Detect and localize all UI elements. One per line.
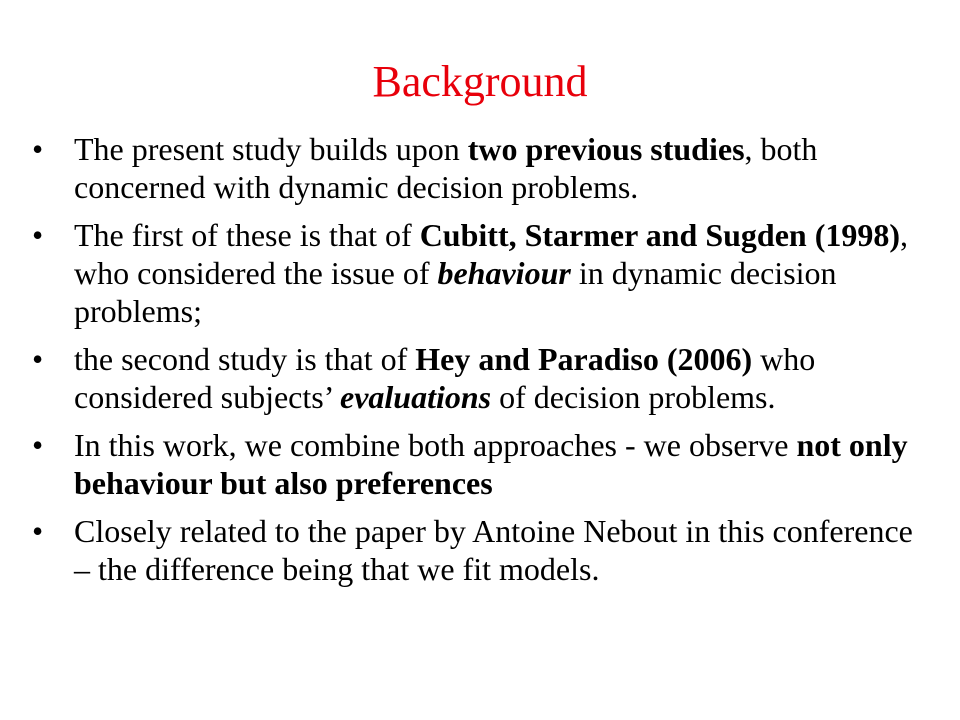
bullet-text-segment: in dynamic decision problems; <box>74 255 837 329</box>
bullet-item <box>30 426 920 502</box>
bullet-item <box>30 340 920 416</box>
bullet-dot: • <box>32 341 44 377</box>
bullet-dot: • <box>32 513 44 549</box>
bullet-text-bold: two previous studies <box>467 131 745 167</box>
bullet-text-segment: In this work, we combine both approaches - we observe <box>74 427 797 463</box>
bullet-dot: • <box>32 217 44 253</box>
bullet-item <box>30 216 920 330</box>
bullet-text-bold-italic: behaviour <box>437 255 571 291</box>
bullet-text-bold-italic: evaluations <box>339 379 492 415</box>
bullet-text-segment: Closely related to the paper by Antoine Nebout in this conference – the difference being that we fit models. <box>74 513 913 587</box>
bullet-dot: • <box>32 427 44 463</box>
bullet-dot: • <box>32 131 44 167</box>
bullet-text-bold: Cubitt, Starmer and Sugden (1998) <box>419 217 901 253</box>
bullet-text-segment: The present study builds upon <box>74 131 468 167</box>
bullet-text-bold: not only behaviour but also preferences <box>74 427 908 501</box>
bullet-item <box>30 512 920 588</box>
bullet-text-segment: The first of these is that of <box>74 217 420 253</box>
bullet-text-bold: Hey and Paradiso (2006) <box>415 341 753 377</box>
bullet-text-segment: the second study is that of <box>74 341 416 377</box>
slide-title: Background <box>372 57 588 106</box>
bullet-text-segment: , both concerned with dynamic decision problems. <box>74 131 818 205</box>
bullet-list <box>30 130 920 598</box>
bullet-text-segment: who considered subjects’ <box>74 341 816 415</box>
bullet-text-segment: , who considered the issue of <box>74 217 909 291</box>
bullet-item <box>30 130 920 206</box>
bullet-text-segment: of decision problems. <box>491 379 776 415</box>
